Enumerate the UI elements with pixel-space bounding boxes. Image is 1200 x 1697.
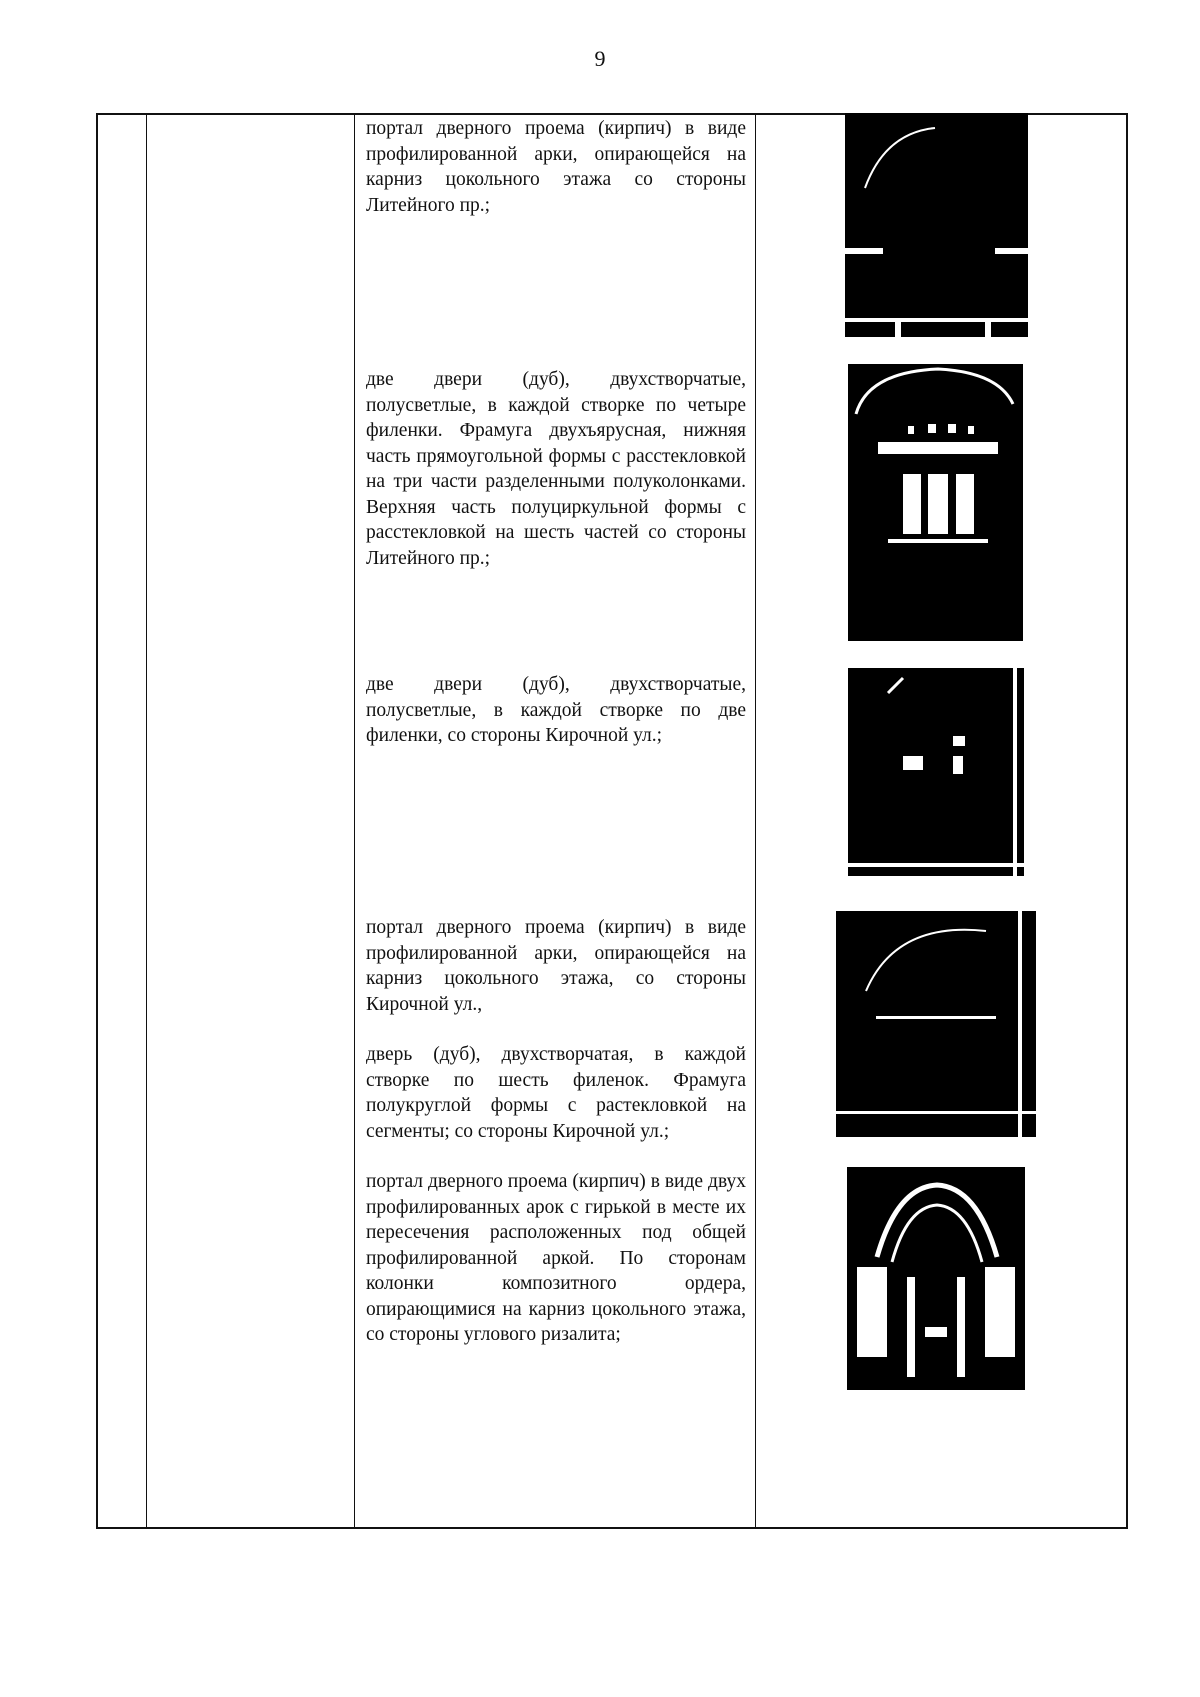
two-doors-kirochnaya-photo bbox=[848, 668, 1024, 876]
column-divider-3 bbox=[755, 115, 756, 1527]
entry-text: две двери (дуб), двухстворчатые, полусветлые, в каждой створке по две филенки, со стороны Кирочной ул.; bbox=[366, 674, 746, 746]
column-divider-1 bbox=[146, 115, 147, 1527]
entry-text: две двери (дуб), двухстворчатые, полусветлые, в каждой створке по четыре филенки. Фрамуга двухъярусная, нижняя часть прямоугольной формы с расстекловкой на три части разделенными полуколонками. Верхняя часть полуциркульной формы с расстекловкой на шесть частей со стороны Литейного пр.; bbox=[366, 369, 746, 569]
portal-arch-kirochnaya-photo bbox=[836, 911, 1036, 1137]
door-portal-arch-photo bbox=[845, 113, 1028, 337]
column-divider-2 bbox=[354, 115, 355, 1527]
entry-text: портал дверного проема (кирпич) в виде профилированной арки, опирающейся на карниз цокольного этажа со стороны Литейного пр.; bbox=[366, 118, 746, 216]
entry-text: портал дверного проема (кирпич) в виде двух профилированных арок с гирькой в месте их пересечения расположенных под общей профилированной аркой. По сторонам колонки композитного ордера, опирающимися на карниз цокольного этажа, со стороны углового ризалита; bbox=[366, 1171, 746, 1345]
page-number: 9 bbox=[594, 46, 606, 71]
entry-text: дверь (дуб), двухстворчатая, в каждой створке по шесть филенок. Фрамуга полукруглой формы с растекловкой на сегменты; со стороны Кирочной ул.; bbox=[366, 1044, 746, 1142]
corner-risalit-portal-photo bbox=[847, 1167, 1025, 1390]
entry-text: портал дверного проема (кирпич) в виде профилированной арки, опирающейся на карниз цокольного этажа, со стороны Кирочной ул., bbox=[366, 917, 746, 1015]
two-doors-transom-photo bbox=[848, 364, 1023, 641]
